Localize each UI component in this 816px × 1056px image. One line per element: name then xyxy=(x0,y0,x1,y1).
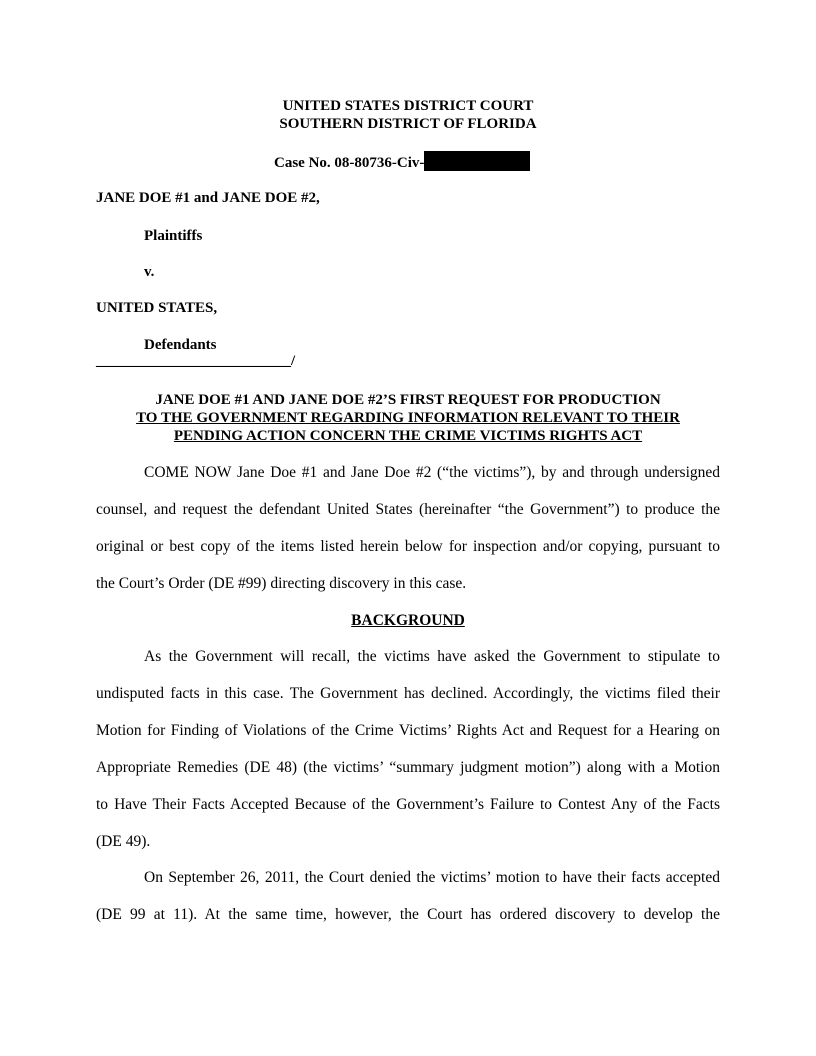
background-p1-line-4: Appropriate Remedies (DE 48) (the victims’ “summary judgment motion”) along with a Motion xyxy=(96,759,720,776)
background-paragraph-1 xyxy=(96,638,720,860)
document-title-line-3: PENDING ACTION CONCERN THE CRIME VICTIMS RIGHTS ACT xyxy=(173,428,643,444)
intro-line-4: the Court’s Order (DE #99) directing discovery in this case. xyxy=(96,575,467,592)
redaction-box xyxy=(424,151,530,171)
case-number-text: Case No. 08-80736-Civ- xyxy=(274,155,425,171)
defendant-name: UNITED STATES, xyxy=(96,300,218,316)
background-heading: BACKGROUND xyxy=(351,612,465,629)
background-p1-line-2: undisputed facts in this case. The Government has declined. Accordingly, the victims filed their xyxy=(96,685,720,702)
intro-paragraph xyxy=(96,454,720,602)
plaintiffs-names: JANE DOE #1 and JANE DOE #2, xyxy=(96,190,320,206)
court-name-line-2: SOUTHERN DISTRICT OF FLORIDA xyxy=(279,116,537,132)
background-p2-line-2: (DE 99 at 11). At the same time, however, the Court has ordered discovery to develop the xyxy=(96,906,720,923)
intro-line-3: original or best copy of the items listed herein below for inspection and/or copying, pursuant to xyxy=(96,538,720,555)
versus-label: v. xyxy=(144,264,155,280)
background-p1-line-6: (DE 49). xyxy=(96,833,151,850)
background-p1-line-1: As the Government will recall, the victims have asked the Government to stipulate to xyxy=(144,648,720,665)
background-paragraph-2 xyxy=(96,859,720,933)
plaintiffs-label: Plaintiffs xyxy=(144,228,203,244)
background-p1-line-3: Motion for Finding of Violations of the Crime Victims’ Rights Act and Request for a Hearing on xyxy=(96,722,720,739)
document-title-line-2: TO THE GOVERNMENT REGARDING INFORMATION RELEVANT TO THEIR xyxy=(136,410,680,426)
court-name-line-1: UNITED STATES DISTRICT COURT xyxy=(282,98,534,114)
intro-line-2: counsel, and request the defendant United States (hereinafter “the Government”) to produce the xyxy=(96,501,720,518)
defendants-label: Defendants xyxy=(144,337,217,353)
document-title-line-1: JANE DOE #1 AND JANE DOE #2’S FIRST REQUEST FOR PRODUCTION xyxy=(155,392,661,408)
background-p1-line-5: to Have Their Facts Accepted Because of the Government’s Failure to Contest Any of the Facts xyxy=(96,796,720,813)
intro-line-1: COME NOW Jane Doe #1 and Jane Doe #2 (“the victims”), by and through undersigned xyxy=(144,464,720,481)
background-p2-line-1: On September 26, 2011, the Court denied the victims’ motion to have their facts accepted xyxy=(144,869,720,886)
caption-signature-line: __________________________/ xyxy=(96,353,296,369)
case-number xyxy=(274,151,530,172)
